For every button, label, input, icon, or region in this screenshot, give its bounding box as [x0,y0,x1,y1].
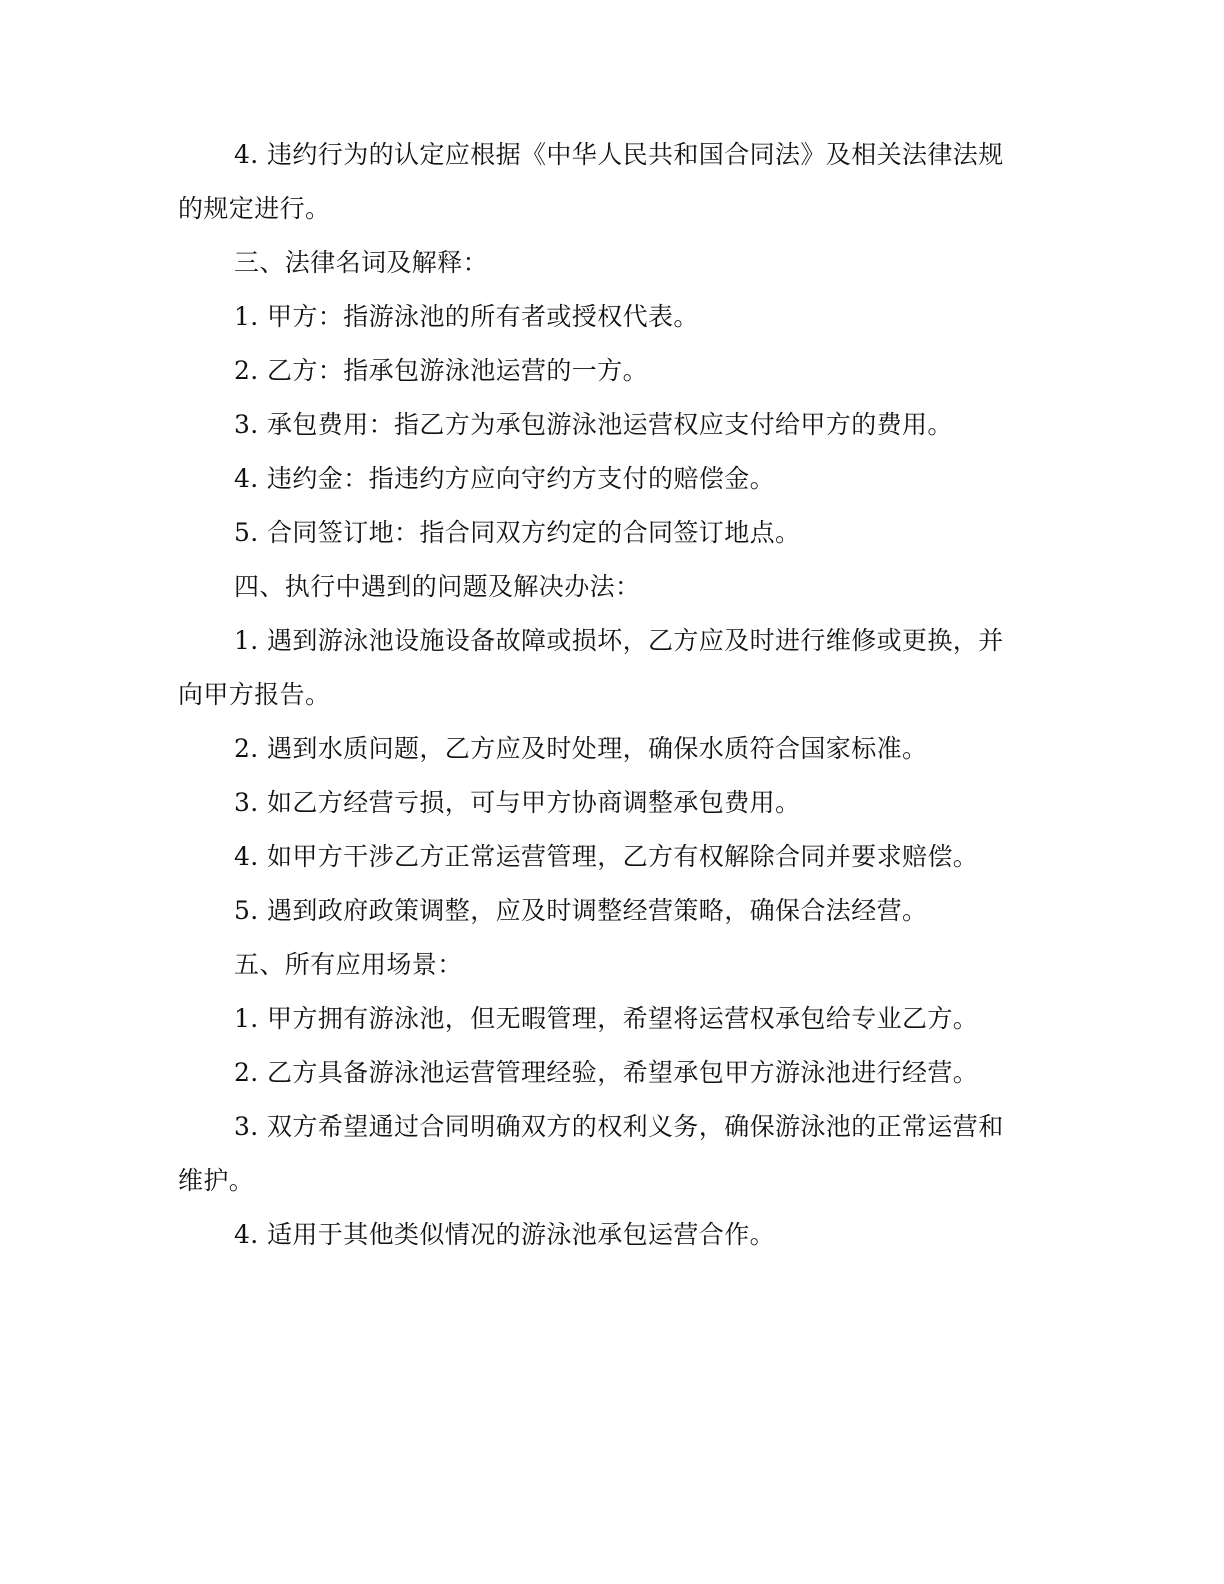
term-party-a: 1. 甲方：指游泳池的所有者或授权代表。 [234,302,699,331]
document-body [178,128,1048,1262]
problem-interference: 4. 如甲方干涉乙方正常运营管理，乙方有权解除合同并要求赔偿。 [234,842,979,871]
problem-operating-loss: 3. 如乙方经营亏损，可与甲方协商调整承包费用。 [234,788,801,817]
problem-policy-change: 5. 遇到政府政策调整，应及时调整经营策略，确保合法经营。 [234,896,928,925]
problem-water-quality: 2. 遇到水质问题，乙方应及时处理，确保水质符合国家标准。 [234,734,928,763]
problem-facility-failure: 1. 遇到游泳池设施设备故障或损坏，乙方应及时进行维修或更换，并向甲方报告。 [178,626,1004,709]
paragraph-breach-determination: 4. 违约行为的认定应根据《中华人民共和国合同法》及相关法律法规的规定进行。 [178,140,1004,223]
section-heading-problems-solutions: 四、执行中遇到的问题及解决办法： [234,572,641,601]
scenario-clarify-rights: 3. 双方希望通过合同明确双方的权利义务，确保游泳池的正常运营和维护。 [178,1112,1004,1195]
term-penalty: 4. 违约金：指违约方应向守约方支付的赔偿金。 [234,464,776,493]
scenario-experienced-operator: 2. 乙方具备游泳池运营管理经验，希望承包甲方游泳池进行经营。 [234,1058,979,1087]
section-heading-legal-terms: 三、法律名词及解释： [234,248,489,277]
scenario-similar-cases: 4. 适用于其他类似情况的游泳池承包运营合作。 [234,1220,776,1249]
term-signing-place: 5. 合同签订地：指合同双方约定的合同签订地点。 [234,518,801,547]
term-party-b: 2. 乙方：指承包游泳池运营的一方。 [234,356,649,385]
section-heading-application-scenarios: 五、所有应用场景： [234,950,463,979]
term-contract-fee: 3. 承包费用：指乙方为承包游泳池运营权应支付给甲方的费用。 [234,410,953,439]
scenario-owner-no-time: 1. 甲方拥有游泳池，但无暇管理，希望将运营权承包给专业乙方。 [234,1004,979,1033]
